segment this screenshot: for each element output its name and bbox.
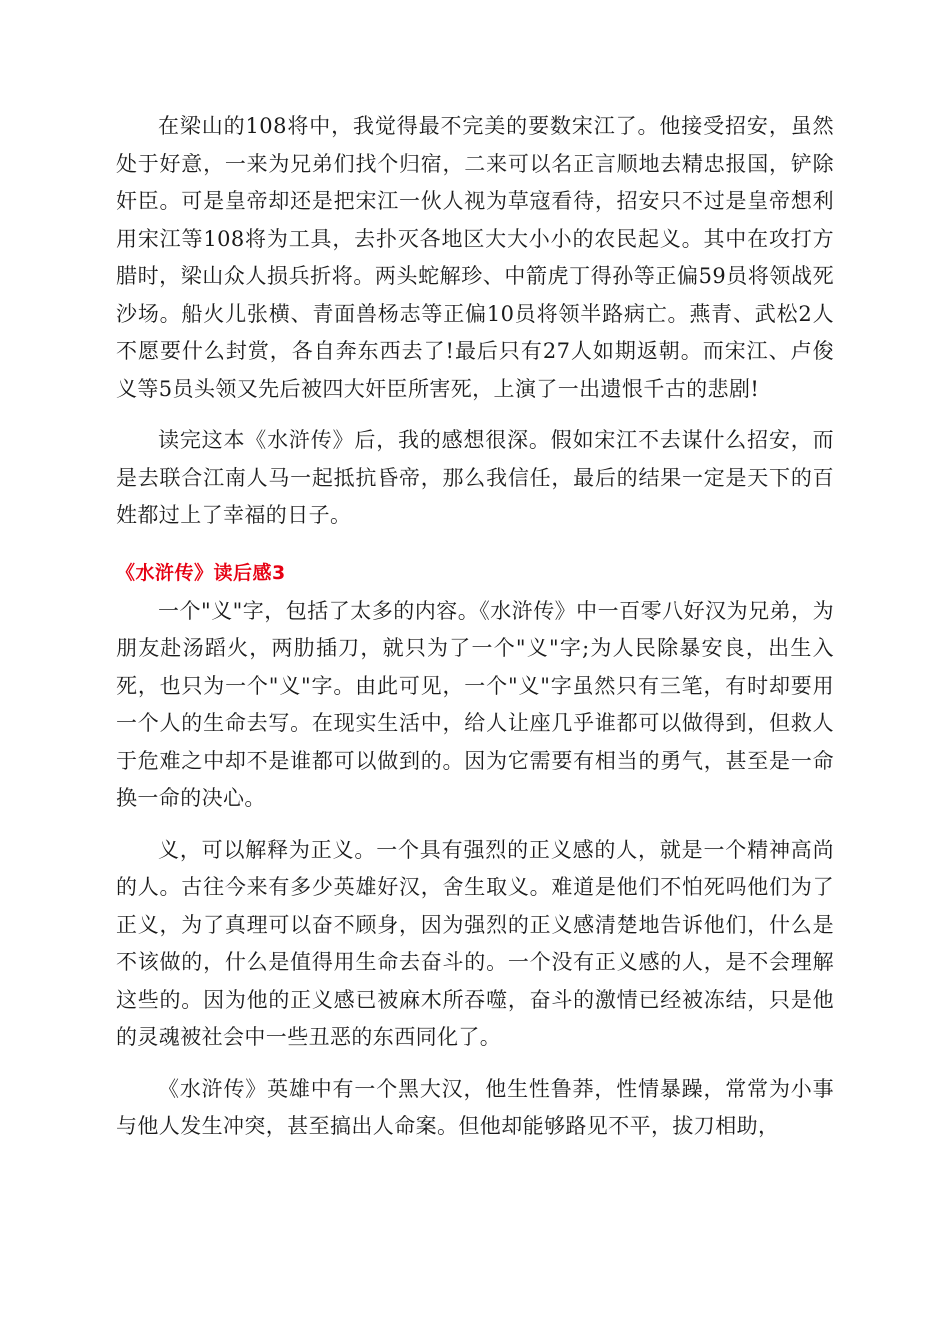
section-heading: 《水浒传》读后感3: [116, 561, 286, 584]
paragraph-reflection: 读完这本《水浒传》后，我的感想很深。假如宋江不去谋什么招安，而是去联合江南人马一起抵抗昏帝，那么我信任，最后的结果一定是天下的百姓都过上了幸福的日子。: [116, 428, 834, 527]
paragraph-justice: 义，可以解释为正义。一个具有强烈的正义感的人，就是一个精神高尚的人。古往今来有多少英雄好汉，舍生取义。难道是他们不怕死吗他们为了正义，为了真理可以奋不顾身，因为强烈的正义感清楚地告诉他们，什么是不该做的，什么是值得用生命去奋斗的。一个没有正义感的人，是不会理解这些的。因为他的正义感已被麻木所吞噬，奋斗的激情已经被冻结，只是他的灵魂被社会中一些丑恶的东西同化了。: [116, 837, 834, 1049]
paragraph-gap: [116, 1057, 834, 1071]
document-body: [116, 108, 834, 1146]
paragraph-gap: [116, 818, 834, 832]
paragraph-song-jiang: 在梁山的108将中，我觉得最不完美的要数宋江了。他接受招安，虽然处于好意，一来为兄弟们找个归宿，二来可以名正言顺地去精忠报国，铲除奸臣。可是皇帝却还是把宋江一伙人视为草寇看待，招安只不过是皇帝想利用宋江等108将为工具，去扑灭各地区大大小小的农民起义。其中在攻打方腊时，梁山众人损兵折将。两头蛇解珍、中箭虎丁得孙等正偏59员将领战死沙场。船火儿张横、青面兽杨志等正偏10员将领半路病亡。燕青、武松2人不愿要什么封赏，各自奔东西去了!最后只有27人如期返朝。而宋江、卢俊义等5员头领又先后被四大奸臣所害死，上演了一出遗恨千古的悲剧!: [116, 114, 834, 401]
paragraph-gap: [116, 408, 834, 422]
paragraph-gap: [116, 535, 834, 549]
paragraph-black-giant: 《水浒传》英雄中有一个黑大汉，他生性鲁莽，性情暴躁，常常为小事与他人发生冲突，甚至搞出人命案。但他却能够路见不平，拔刀相助，: [116, 1076, 834, 1138]
paragraph-yi-meaning: 一个"义"字，包括了太多的内容。《水浒传》中一百零八好汉为兄弟，为朋友赴汤蹈火，两肋插刀，就只为了一个"义"字;为人民除暴安良，出生入死，也只为一个"义"字。由此可见，一个"义"字虽然只有三笔，有时却要用一个人的生命去写。在现实生活中，给人让座几乎谁都可以做得到，但救人于危难之中却不是谁都可以做到的。因为它需要有相当的勇气，甚至是一命换一命的决心。: [116, 598, 834, 810]
